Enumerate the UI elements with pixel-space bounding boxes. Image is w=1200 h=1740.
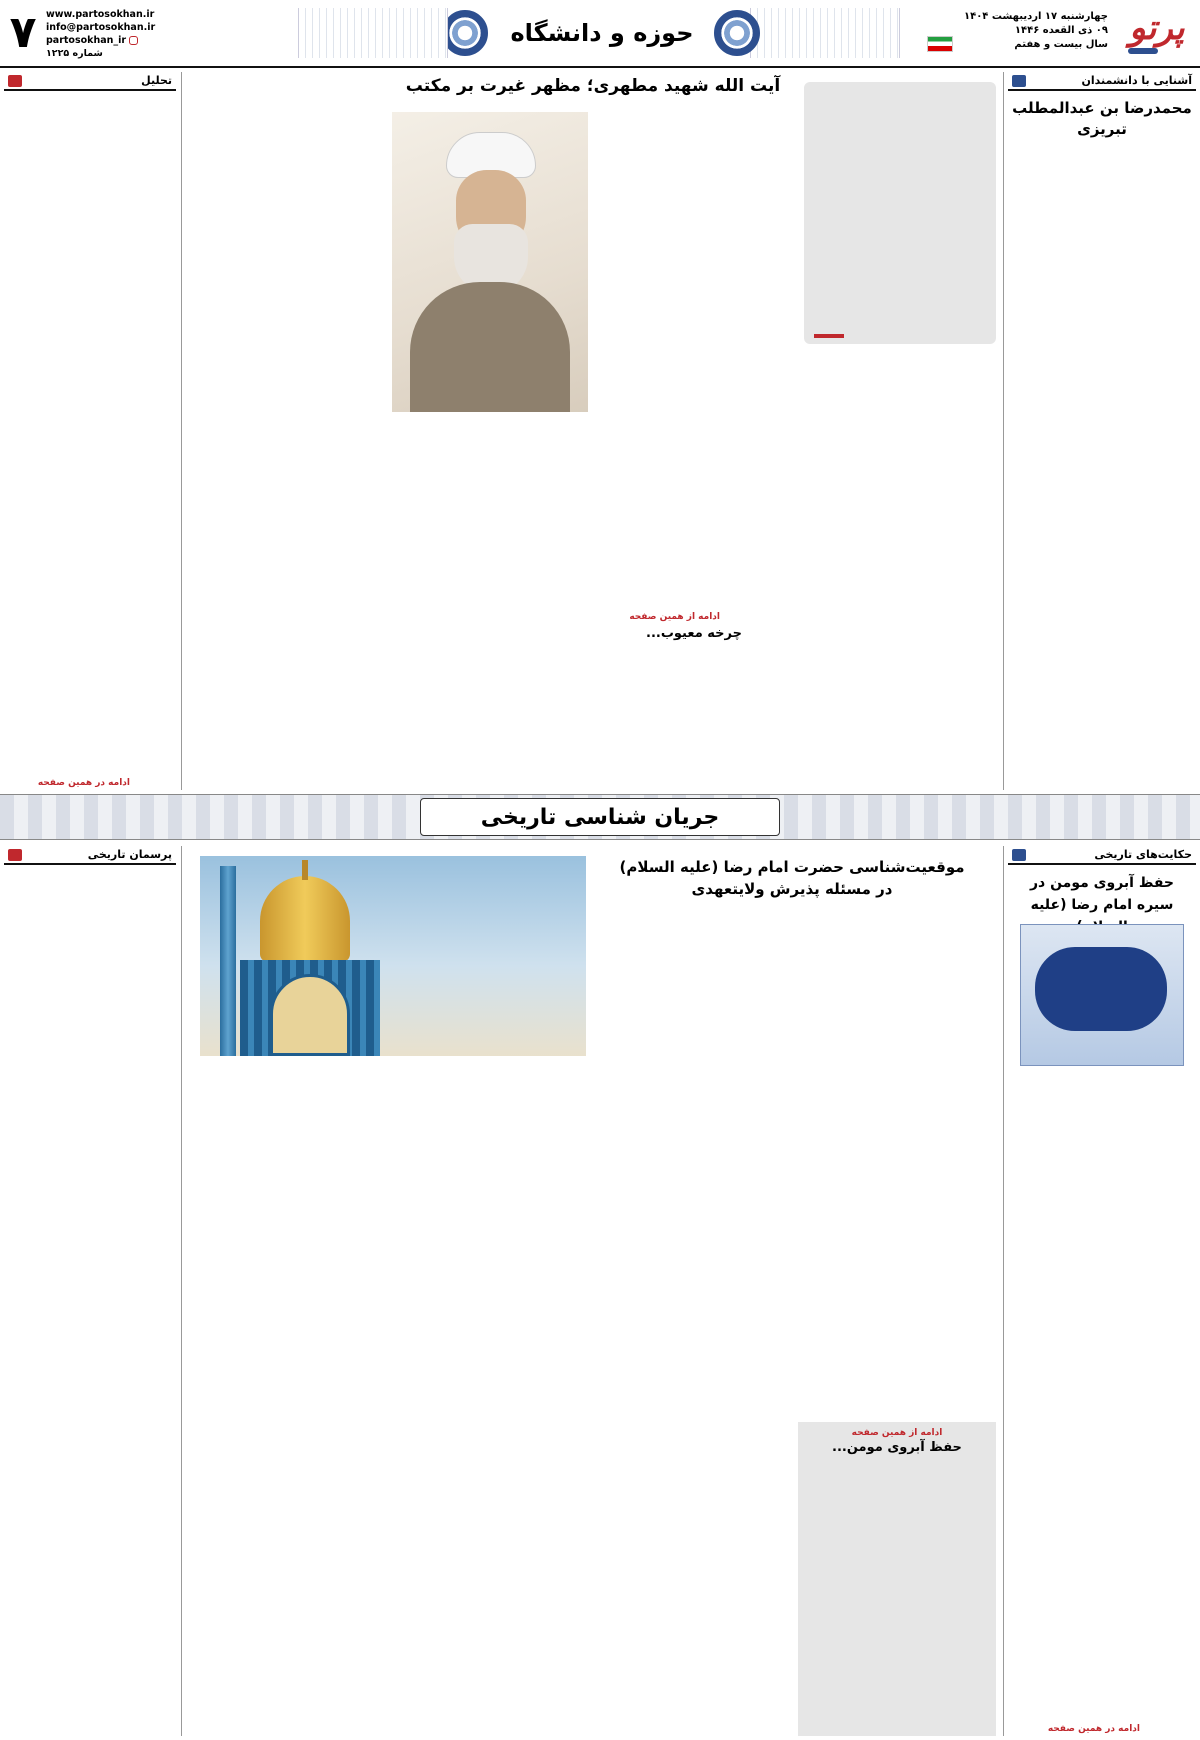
shrine-minaret (220, 866, 236, 1056)
hist-questions-label: پرسمان تاریخی (87, 848, 172, 861)
continued-body (596, 646, 792, 786)
social-handle-text: partosokhan_ir (46, 35, 127, 46)
divider (1003, 72, 1004, 790)
hist-questions-header (4, 846, 176, 865)
continued-label: ادامه از همین صفحه (629, 612, 720, 622)
divider (1003, 846, 1004, 1736)
analysis-label: تحلیل (141, 74, 172, 87)
hist-stories-poster (1020, 924, 1184, 1066)
analysis-header (4, 72, 176, 91)
contact-block (46, 8, 155, 60)
banner (0, 794, 1200, 840)
shrine-image (200, 856, 586, 1056)
banner-title: جریان شناسی تاریخی (420, 798, 780, 836)
continued-title: چرخه معیوب... (646, 626, 742, 641)
robe-shape (410, 282, 570, 412)
reza-body-col3 (390, 1062, 588, 1734)
scholar-body (1010, 145, 1194, 785)
continued-box-title: حفظ آبروی مومن... (832, 1440, 962, 1455)
motahari-body-lower-b (392, 416, 588, 664)
analysis-body (6, 166, 174, 776)
date-persian: چهارشنبه ۱۷ اردیبهشت ۱۴۰۴ (964, 11, 1108, 22)
motahari-left-body (188, 378, 384, 786)
scholar-name: محمدرضا بن عبدالمطلب تبریزی (1012, 99, 1192, 138)
motahari-headline: آیت الله شهید مطهری؛ مظهر غیرت بر مکتب (405, 76, 781, 96)
motahari-body-lower-a (596, 416, 792, 606)
hist-stories-headline: حفظ آبروی مومن در سیره امام رضا (علیه (1029, 875, 1175, 913)
reza-headline-1: موقعیت‌شناسی حضرت امام رضا (علیه السلام) (619, 858, 965, 876)
continued-box-label: ادامه از همین صفحه (851, 1428, 943, 1438)
reza-headline-2: در مسئله پذیرش ولایتعهدی (691, 880, 893, 898)
issue-number: شماره ۱۲۲۵ (46, 48, 103, 59)
scholars-header (1008, 72, 1196, 91)
shrine-iwan (270, 974, 350, 1056)
analysis-icon (8, 75, 22, 87)
logo-swoosh-icon (1128, 48, 1158, 54)
hist-stories-label: حکایت‌های تاریخی (1094, 848, 1192, 861)
section-title: حوزه و دانشگاه (510, 19, 694, 47)
pull-quote-box-right (804, 82, 996, 344)
hist-questions-body (6, 896, 174, 1734)
scholar-icon (1012, 75, 1026, 87)
divider (181, 846, 182, 1736)
divider (181, 72, 182, 790)
website-link[interactable]: www.partosokhan.ir (46, 9, 155, 20)
continued-box-body (804, 1459, 990, 1719)
hist-stories-header (1008, 846, 1196, 865)
date-block (964, 10, 1108, 52)
motahari-body-right (800, 352, 998, 786)
logo-text: پرتو (1129, 8, 1185, 48)
header-ornament-right (750, 8, 900, 58)
continued-box (798, 1422, 996, 1736)
logo (1122, 6, 1192, 60)
calendar-icon (8, 849, 22, 861)
scholars-label: آشنایی با دانشمندان (1081, 74, 1192, 87)
email-link[interactable]: info@partosokhan.ir (46, 22, 156, 33)
header-ornament-left (298, 8, 448, 58)
poster-bubble (1035, 947, 1167, 1031)
motahari-body-top (596, 112, 792, 410)
rosette-right-icon (714, 10, 760, 56)
flag-icon (927, 36, 953, 52)
rosette-left-icon (442, 10, 488, 56)
reza-body-col1 (798, 906, 996, 1416)
ornament-icon (814, 334, 844, 338)
hist-stories-continued: ادامه در همین صفحه (1047, 1724, 1140, 1734)
instagram-icon (129, 36, 138, 45)
motahari-portrait (392, 112, 588, 412)
hist-stories-body (1010, 1074, 1194, 1722)
book-icon (1012, 849, 1026, 861)
publication-year: سال بیست و هفتم (1014, 39, 1108, 50)
shrine-dome (260, 876, 350, 962)
date-hijri: ۰۹ ذی القعده ۱۴۴۶ (1014, 25, 1108, 36)
masthead (0, 0, 1200, 68)
pull-quote-left (188, 110, 384, 370)
shrine-finial (302, 860, 308, 880)
analysis-continued: ادامه در همین صفحه (37, 778, 130, 788)
social-handle[interactable] (46, 34, 155, 47)
reza-body-col2 (594, 906, 792, 1734)
page-number: ۷ (9, 7, 37, 58)
